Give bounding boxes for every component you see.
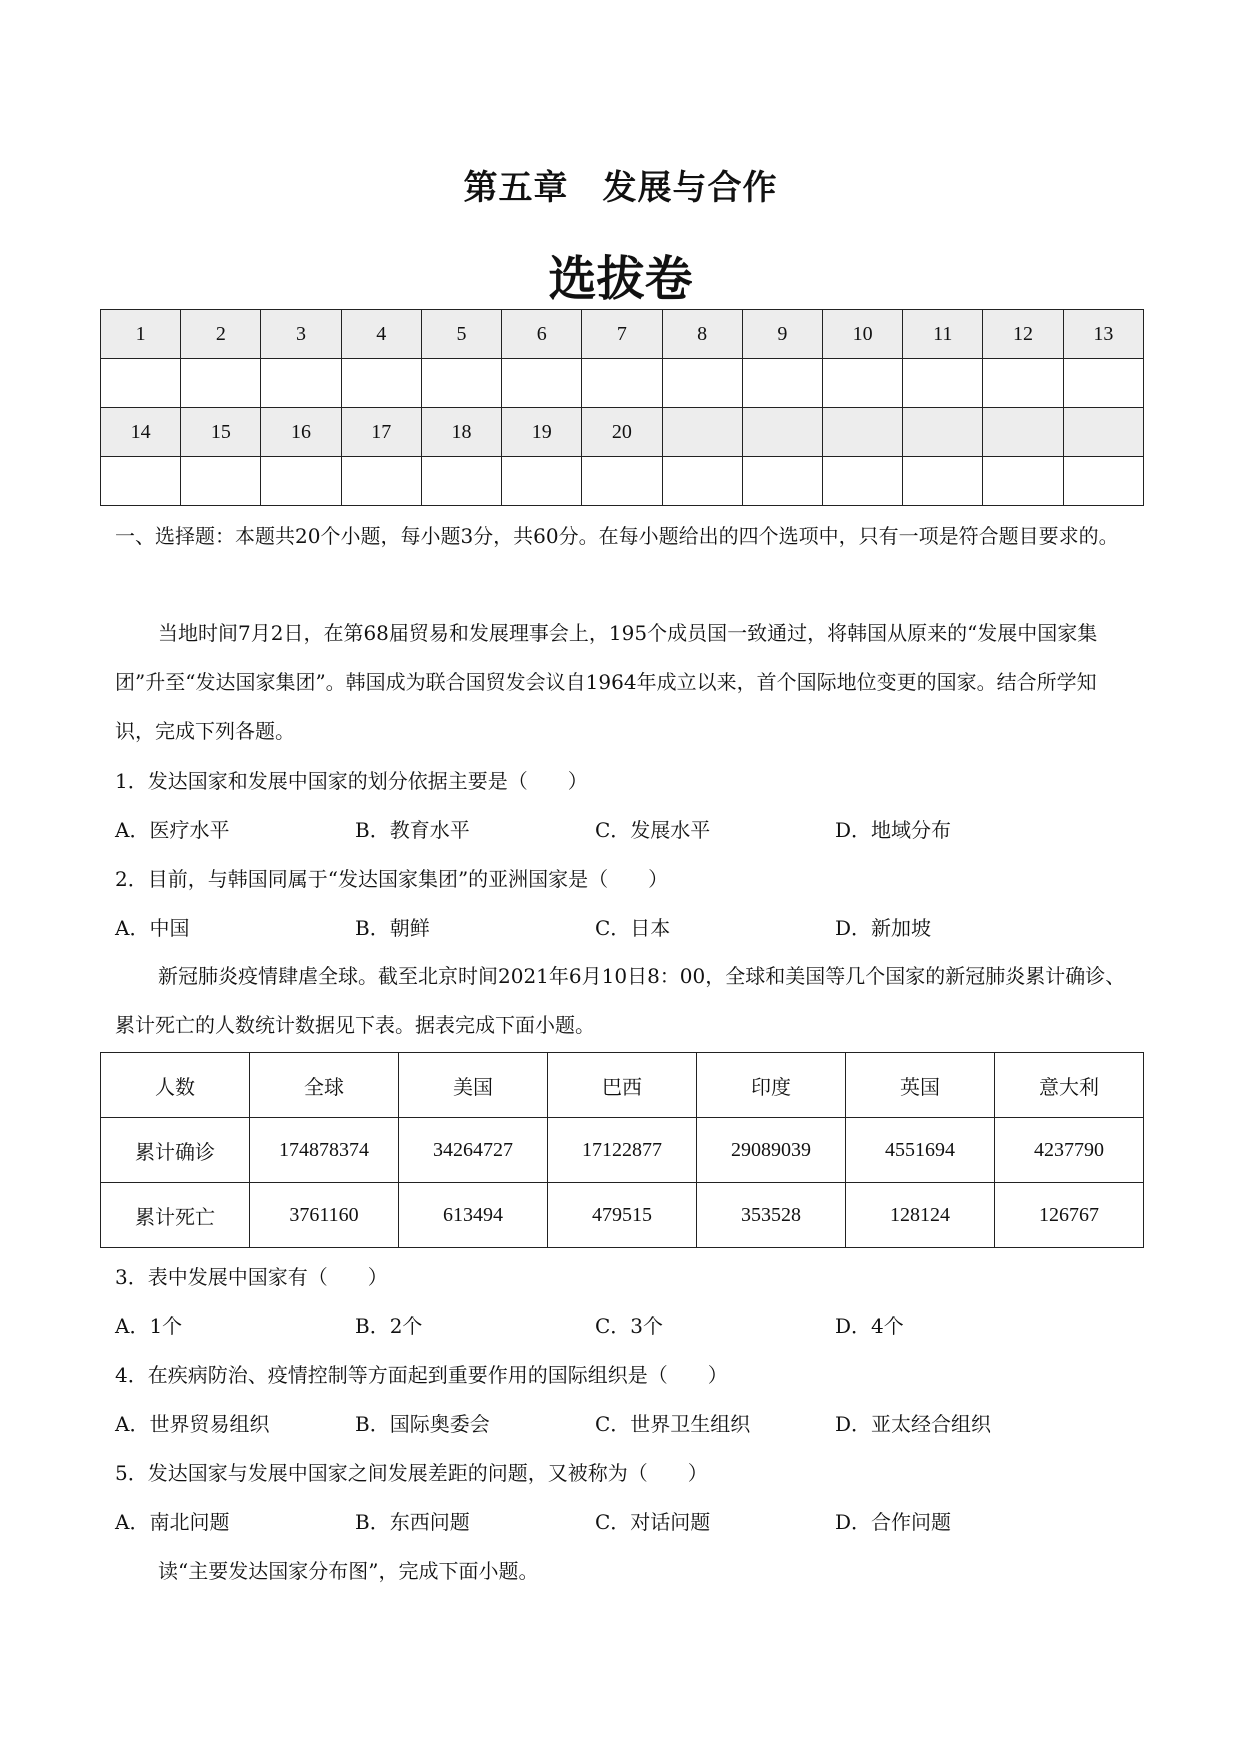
option-b[interactable]: B．教育水平 — [355, 818, 470, 842]
question-3-stem: 3．表中发展中国家有（ ） — [115, 1265, 388, 1289]
answer-blank-cell[interactable] — [983, 457, 1063, 506]
answer-number-cell — [903, 408, 983, 457]
option-d[interactable]: D．新加坡 — [835, 916, 932, 940]
question-1-stem: 1．发达国家和发展中国家的划分依据主要是（ ） — [115, 769, 588, 793]
answer-number-cell: 20 — [582, 408, 662, 457]
option-d[interactable]: D．合作问题 — [835, 1510, 952, 1534]
answer-blank-cell[interactable] — [903, 457, 983, 506]
chapter-number: 第五章 — [463, 168, 569, 208]
answer-blank-cell[interactable] — [261, 457, 341, 506]
option-b[interactable]: B．国际奥委会 — [355, 1412, 490, 1436]
answer-blank-cell[interactable] — [662, 457, 742, 506]
row-label-cell: 累计死亡 — [101, 1183, 250, 1248]
answer-number-cell: 16 — [261, 408, 341, 457]
table-header-cell: 英国 — [846, 1053, 995, 1118]
answer-blank-cell[interactable] — [261, 359, 341, 408]
answer-number-cell: 4 — [341, 310, 421, 359]
table-header-cell: 巴西 — [548, 1053, 697, 1118]
answer-blank-cell[interactable] — [181, 359, 261, 408]
answer-number-cell: 1 — [101, 310, 181, 359]
section-heading: 一、选择题：本题共20个小题，每小题3分，共60分。在每小题给出的四个选项中，只有一项是符合题目要求的。 — [115, 524, 1119, 548]
question-3-options — [115, 1311, 1115, 1341]
answer-blank-cell[interactable] — [1063, 359, 1143, 408]
answer-blank-cell[interactable] — [421, 359, 501, 408]
question-4-options — [115, 1409, 1115, 1439]
paper-type-heading: 选拔卷 — [548, 251, 693, 307]
answer-number-cell: 14 — [101, 408, 181, 457]
option-d[interactable]: D．4个 — [835, 1314, 904, 1338]
answer-number-cell — [662, 408, 742, 457]
table-row — [101, 1183, 1144, 1248]
option-c[interactable]: C．对话问题 — [595, 1510, 711, 1534]
question-2-options — [115, 913, 1115, 943]
answer-number-cell: 19 — [502, 408, 582, 457]
answer-grid-number-row — [101, 310, 1144, 359]
passage-map-intro: 读“主要发达国家分布图”，完成下面小题。 — [158, 1559, 539, 1583]
table-header-cell: 印度 — [697, 1053, 846, 1118]
question-1-options — [115, 815, 1115, 845]
row-label-cell: 累计确诊 — [101, 1118, 250, 1183]
answer-number-cell: 2 — [181, 310, 261, 359]
table-header-cell: 人数 — [101, 1053, 250, 1118]
option-a[interactable]: A．中国 — [115, 916, 190, 940]
answer-blank-cell[interactable] — [983, 359, 1063, 408]
table-header-cell: 全球 — [250, 1053, 399, 1118]
option-c[interactable]: C．3个 — [595, 1314, 664, 1338]
answer-number-cell: 5 — [421, 310, 501, 359]
passage-covid: 新冠肺炎疫情肆虐全球。截至北京时间2021年6月10日8：00，全球和美国等几个国家的新冠肺炎累计确诊、累计死亡的人数统计数据见下表。据表完成下面小题。 — [115, 964, 1126, 1037]
table-cell: 353528 — [697, 1183, 846, 1248]
answer-blank-cell[interactable] — [502, 359, 582, 408]
answer-grid-blank-row — [101, 457, 1144, 506]
answer-number-cell: 3 — [261, 310, 341, 359]
table-header-row — [101, 1053, 1144, 1118]
answer-number-cell: 13 — [1063, 310, 1143, 359]
answer-blank-cell[interactable] — [421, 457, 501, 506]
answer-blank-cell[interactable] — [742, 359, 822, 408]
chapter-title — [0, 160, 1241, 209]
answer-number-cell: 18 — [421, 408, 501, 457]
answer-blank-cell[interactable] — [101, 457, 181, 506]
table-row — [101, 1118, 1144, 1183]
option-a[interactable]: A．南北问题 — [115, 1510, 230, 1534]
answer-blank-cell[interactable] — [582, 457, 662, 506]
table-cell: 174878374 — [250, 1118, 399, 1183]
answer-number-cell: 17 — [341, 408, 421, 457]
answer-number-cell: 15 — [181, 408, 261, 457]
option-a[interactable]: A．1个 — [115, 1314, 183, 1338]
option-c[interactable]: C．日本 — [595, 916, 671, 940]
answer-number-cell — [1063, 408, 1143, 457]
option-d[interactable]: D．亚太经合组织 — [835, 1412, 992, 1436]
answer-number-cell: 8 — [662, 310, 742, 359]
chapter-name: 发展与合作 — [602, 168, 778, 208]
answer-blank-cell[interactable] — [742, 457, 822, 506]
answer-blank-cell[interactable] — [822, 359, 902, 408]
answer-number-cell: 7 — [582, 310, 662, 359]
question-4-stem: 4．在疾病防治、疫情控制等方面起到重要作用的国际组织是（ ） — [115, 1363, 728, 1387]
table-cell: 479515 — [548, 1183, 697, 1248]
answer-number-cell: 10 — [822, 310, 902, 359]
option-c[interactable]: C．发展水平 — [595, 818, 711, 842]
option-b[interactable]: B．东西问题 — [355, 1510, 470, 1534]
option-a[interactable]: A．医疗水平 — [115, 818, 230, 842]
answer-blank-cell[interactable] — [101, 359, 181, 408]
table-cell: 17122877 — [548, 1118, 697, 1183]
option-b[interactable]: B．朝鲜 — [355, 916, 430, 940]
passage-korea: 当地时间7月2日，在第68届贸易和发展理事会上，195个成员国一致通过，将韩国从原来的“发展中国家集团”升至“发达国家集团”。韩国成为联合国贸发会议自1964年成立以来，首个国际地位变更的国家。结合所学知识，完成下列各题。 — [115, 621, 1098, 743]
answer-number-cell: 6 — [502, 310, 582, 359]
answer-blank-cell[interactable] — [582, 359, 662, 408]
table-cell: 4237790 — [995, 1118, 1144, 1183]
answer-blank-cell[interactable] — [341, 457, 421, 506]
answer-blank-cell[interactable] — [341, 359, 421, 408]
table-cell: 34264727 — [399, 1118, 548, 1183]
question-5-options — [115, 1507, 1115, 1537]
table-cell: 128124 — [846, 1183, 995, 1248]
answer-number-cell: 9 — [742, 310, 822, 359]
option-c[interactable]: C．世界卫生组织 — [595, 1412, 751, 1436]
covid-stats-table — [100, 1052, 1144, 1248]
question-2-stem: 2．目前，与韩国同属于“发达国家集团”的亚洲国家是（ ） — [115, 867, 669, 891]
table-header-cell: 美国 — [399, 1053, 548, 1118]
table-cell: 3761160 — [250, 1183, 399, 1248]
table-header-cell: 意大利 — [995, 1053, 1144, 1118]
option-a[interactable]: A．世界贸易组织 — [115, 1412, 270, 1436]
table-cell: 613494 — [399, 1183, 548, 1248]
answer-blank-cell[interactable] — [822, 457, 902, 506]
answer-grid-number-row — [101, 408, 1144, 457]
table-cell: 29089039 — [697, 1118, 846, 1183]
answer-blank-cell[interactable] — [662, 359, 742, 408]
question-5-stem: 5．发达国家与发展中国家之间发展差距的问题，又被称为（ ） — [115, 1461, 708, 1485]
answer-blank-cell[interactable] — [181, 457, 261, 506]
answer-number-cell: 12 — [983, 310, 1063, 359]
table-cell: 126767 — [995, 1183, 1144, 1248]
answer-grid-blank-row — [101, 359, 1144, 408]
table-cell: 4551694 — [846, 1118, 995, 1183]
answer-blank-cell[interactable] — [1063, 457, 1143, 506]
answer-number-cell — [822, 408, 902, 457]
answer-number-cell: 11 — [903, 310, 983, 359]
answer-number-cell — [983, 408, 1063, 457]
option-b[interactable]: B．2个 — [355, 1314, 423, 1338]
answer-blank-cell[interactable] — [502, 457, 582, 506]
answer-number-cell — [742, 408, 822, 457]
option-d[interactable]: D．地域分布 — [835, 818, 952, 842]
answer-grid — [100, 309, 1144, 506]
answer-blank-cell[interactable] — [903, 359, 983, 408]
